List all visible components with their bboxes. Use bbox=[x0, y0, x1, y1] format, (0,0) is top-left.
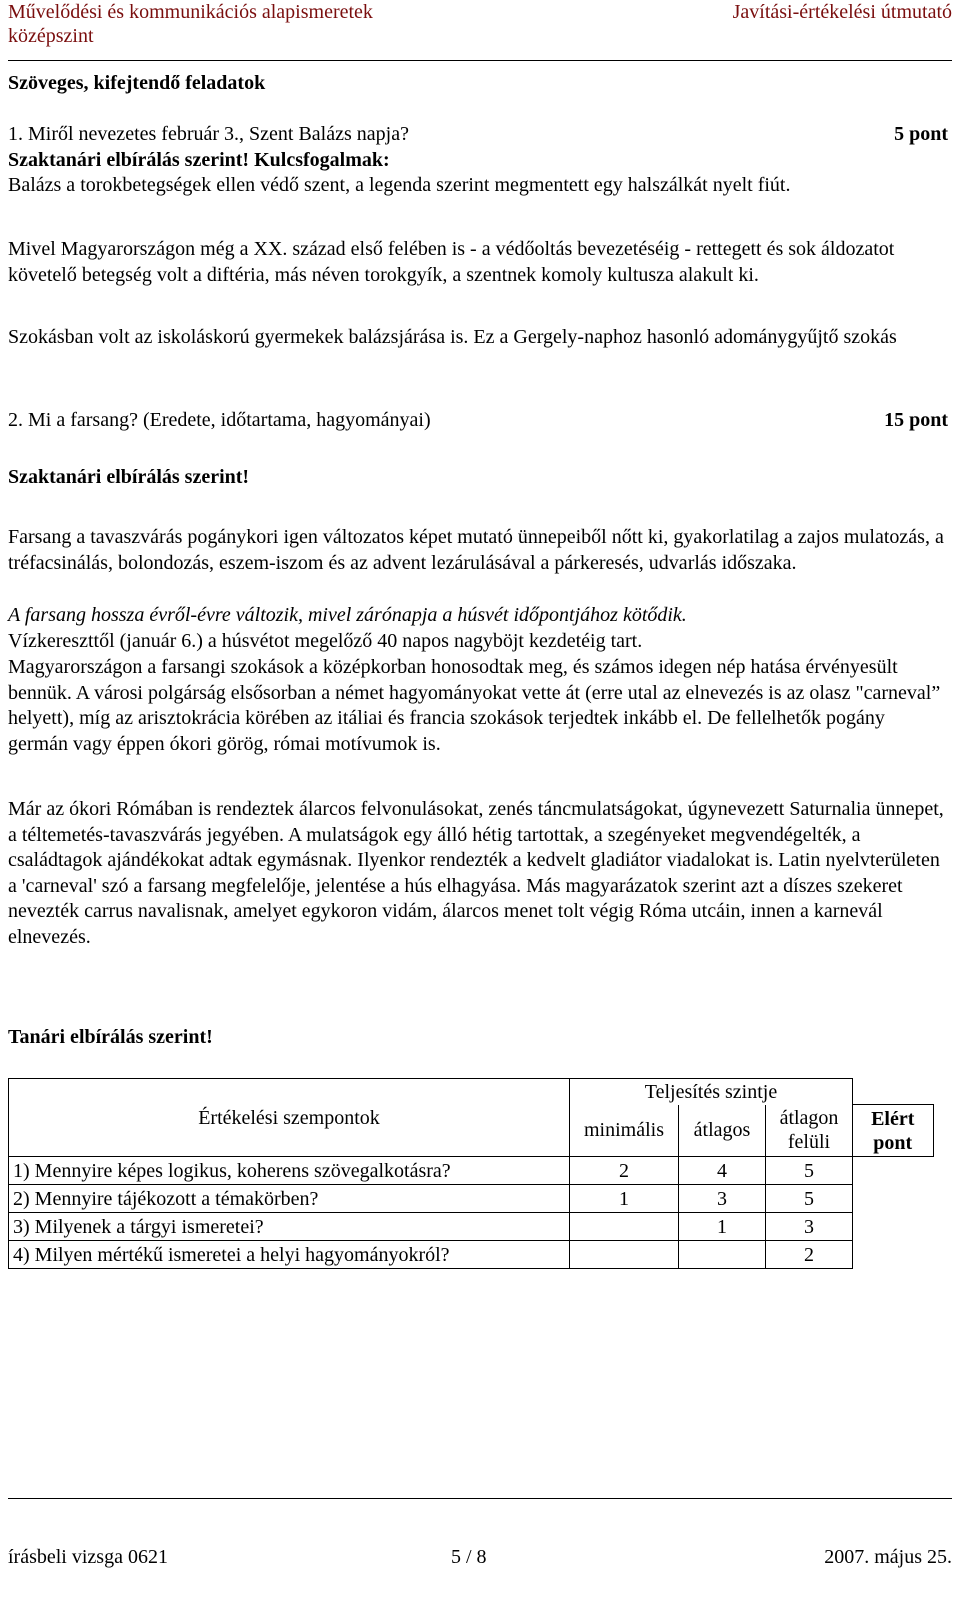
table-header-row bbox=[9, 1079, 934, 1105]
q1-paragraph-3: Szokásban volt az iskoláskorú gyermekek balázsjárása is. Ez a Gergely-naphoz hasonló adománygyűjtő szokás bbox=[8, 326, 897, 348]
footer-exam: írásbeli vizsga 0621 bbox=[8, 1546, 168, 1568]
q1-paragraph-2: Mivel Magyarországon még a XX. század első felében is - a védőoltás bevezetéséig - rettegett és sok áldozatot követelő betegség volt a diftéria, más néven torokgyík, a szentnek komoly kultusza alakult ki. bbox=[8, 238, 895, 286]
header-divider bbox=[8, 60, 952, 61]
header-earned bbox=[853, 1105, 934, 1157]
row-earned bbox=[853, 1185, 934, 1213]
q2-paragraph-3: Vízkereszttől (január 6.) a húsvétot megelőző 40 napos nagyböjt kezdetéig tart. bbox=[8, 630, 643, 652]
q2-criteria: Szaktanári elbírálás szerint! bbox=[8, 466, 250, 488]
footer-date: 2007. május 25. bbox=[824, 1546, 952, 1568]
row-min: 1 bbox=[570, 1185, 679, 1213]
q1-heading bbox=[8, 122, 948, 148]
header-earned-line1: Elért bbox=[871, 1107, 915, 1130]
q2-paragraph-1: Farsang a tavaszvárás pogánykori igen változatos képet mutató ünnepeiből nőtt ki, gyakorlatilag a zajos mulatozás, a tréfacsinálás, bolondozás, eszem-iszom és az advent lezárulásával a párkeresés, udvarlás időszaka. bbox=[8, 526, 944, 574]
row-criterion: 4) Milyen mértékű ismeretei a helyi hagyományokról? bbox=[9, 1241, 570, 1269]
row-min: 2 bbox=[570, 1157, 679, 1185]
q2-paragraph-5: Már az ókori Rómában is rendeztek álarcos felvonulásokat, zenés táncmulatságokat, úgynevezett Saturnalia ünnepet, a téltemetés-tavaszvárás jegyében. A mulatságok egy álló hétig tartottak, a szegényeket megvendégelték, a családtagok ajándékokat adtak egymásnak. Ilyenkor rendezték a kedvelt gladiátor viadalokat is. Latin nyelvterületen a 'carneval' szó a farsang megfelelője, jelentése a hús elhagyása. Más magyarázatok szerint azt a díszes szekeret nevezték carrus navalisnak, amelyet egykoron vidám, álarcos menet tolt végig Róma utcáin, innen a karnevál elnevezés. bbox=[8, 798, 944, 948]
header-left bbox=[8, 0, 373, 48]
table-row bbox=[9, 1241, 934, 1269]
row-min bbox=[570, 1241, 679, 1269]
header-above-line1: átlagon bbox=[779, 1107, 839, 1130]
row-avg: 3 bbox=[679, 1185, 766, 1213]
footer-divider bbox=[8, 1498, 952, 1499]
row-criterion: 2) Mennyire tájékozott a témakörben? bbox=[9, 1185, 570, 1213]
header-subject: Művelődési és kommunikációs alapismeretek bbox=[8, 1, 373, 23]
q2-points: 15 pont bbox=[884, 409, 948, 431]
q1-points: 5 pont bbox=[894, 123, 948, 145]
table-title: Tanári elbírálás szerint! bbox=[8, 1026, 213, 1048]
row-above: 3 bbox=[766, 1213, 853, 1241]
header-criteria: Értékelési szempontok bbox=[9, 1079, 570, 1157]
header-level: Teljesítés szintje bbox=[570, 1079, 853, 1105]
header-right: Javítási-értékelési útmutató bbox=[732, 1, 952, 23]
row-earned bbox=[853, 1213, 934, 1241]
row-criterion: 3) Milyenek a tárgyi ismeretei? bbox=[9, 1213, 570, 1241]
row-above: 5 bbox=[766, 1185, 853, 1213]
evaluation-table bbox=[8, 1078, 934, 1269]
table-row bbox=[9, 1185, 934, 1213]
row-criterion: 1) Mennyire képes logikus, koherens szövegalkotásra? bbox=[9, 1157, 570, 1185]
q1-paragraph-1: Balázs a torokbetegségek ellen védő szent, a legenda szerint megmentett egy halszálkát nyelt fiút. bbox=[8, 174, 791, 196]
row-earned bbox=[853, 1241, 934, 1269]
header-min: minimális bbox=[570, 1105, 679, 1157]
table-row bbox=[9, 1213, 934, 1241]
row-earned bbox=[853, 1157, 934, 1185]
table-row bbox=[9, 1157, 934, 1185]
q2-paragraph-2: A farsang hossza évről-évre változik, mivel zárónapja a húsvét időpontjához kötődik. bbox=[8, 604, 687, 626]
row-avg: 4 bbox=[679, 1157, 766, 1185]
header-above-line2: felüli bbox=[787, 1131, 831, 1154]
row-above: 5 bbox=[766, 1157, 853, 1185]
row-above: 2 bbox=[766, 1241, 853, 1269]
row-avg bbox=[679, 1241, 766, 1269]
header-earned-line2: pont bbox=[873, 1131, 913, 1154]
header-above bbox=[766, 1105, 853, 1157]
q2-question: 2. Mi a farsang? (Eredete, időtartama, hagyományai) bbox=[8, 409, 431, 431]
q1-criteria: Szaktanári elbírálás szerint! Kulcsfogalmak: bbox=[8, 149, 390, 171]
q1-question: 1. Miről nevezetes február 3., Szent Balázs napja? bbox=[8, 123, 409, 145]
footer-page-number: 5 / 8 bbox=[451, 1546, 487, 1568]
header-level: középszint bbox=[8, 25, 94, 47]
q2-paragraph-4: Magyarországon a farsangi szokások a középkorban honosodtak meg, és számos idegen nép hatása érvényesült bennük. A városi polgárság elsősorban a német hagyományokat vette át (erre utal az elnevezés is az olasz "carneval” helyett), míg az arisztokrácia körében az itáliai és francia szokások terjedtek inkább el. De fellelhetők pogány germán vagy éppen ókori görög, római motívumok is. bbox=[8, 656, 941, 755]
header-avg: átlagos bbox=[679, 1105, 766, 1157]
row-avg: 1 bbox=[679, 1213, 766, 1241]
section-title: Szöveges, kifejtendő feladatok bbox=[8, 72, 266, 94]
q2-heading bbox=[8, 408, 948, 434]
row-min bbox=[570, 1213, 679, 1241]
